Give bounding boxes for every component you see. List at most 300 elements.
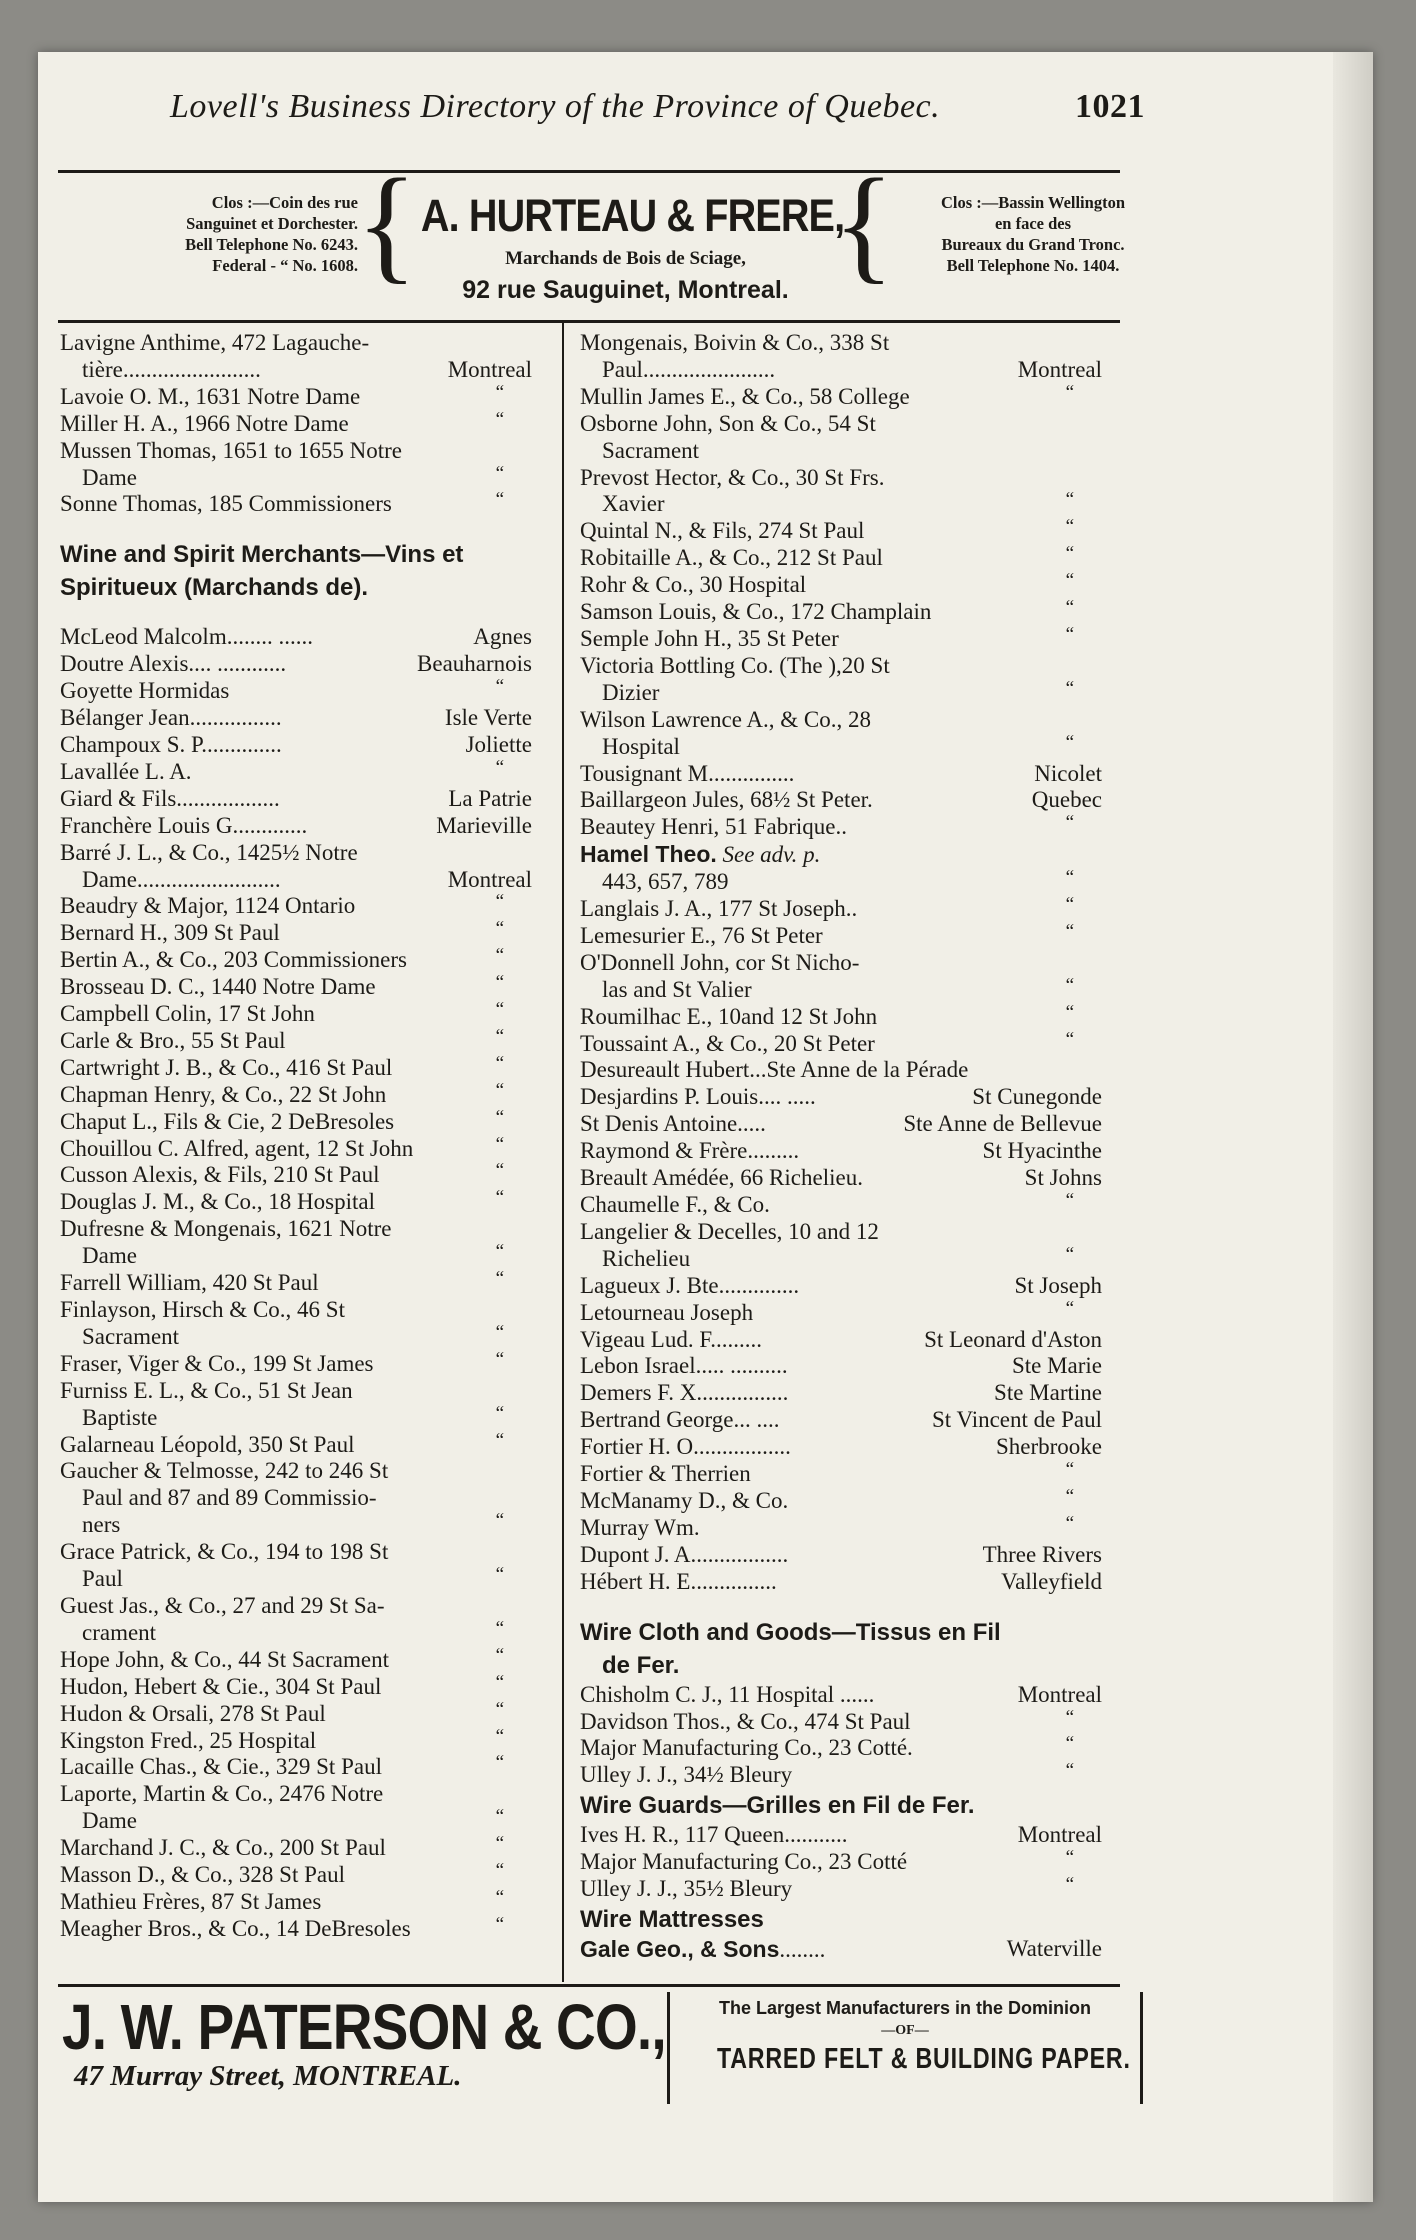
ditto-mark: “	[495, 408, 504, 430]
directory-entry	[580, 920, 1102, 950]
brace-right-icon: {	[833, 153, 895, 295]
directory-entry	[580, 787, 1102, 814]
entry-text: Dizier	[602, 679, 660, 705]
directory-entry	[60, 1862, 532, 1889]
entry-text: Hope John, & Co., 44 St Sacrament	[60, 1646, 389, 1672]
directory-entry	[580, 869, 1102, 896]
ditto-mark: “	[1065, 1190, 1074, 1211]
entry-location: La Patrie	[444, 786, 532, 813]
ditto-mark: “	[495, 1079, 504, 1101]
directory-entry	[580, 572, 1102, 599]
directory-entry	[580, 1849, 1102, 1876]
entry-text: Beaudry & Major, 1124 Ontario	[60, 893, 356, 919]
directory-entry	[580, 814, 1102, 841]
entry-text: Masson D., & Co., 328 St Paul	[60, 1862, 345, 1888]
ditto-mark: “	[495, 489, 504, 511]
spacer	[580, 1596, 1102, 1616]
directory-entry	[60, 1189, 532, 1216]
directory-entry	[60, 1539, 532, 1566]
section-heading: de Fer.	[602, 1651, 680, 1679]
entry-leader: ........	[779, 1936, 826, 1962]
ditto-mark: “	[495, 676, 504, 698]
ditto-mark: “	[1065, 1485, 1074, 1507]
directory-entry	[60, 813, 532, 840]
entry-text: Brosseau D. C., 1440 Notre Dame	[60, 974, 376, 1000]
directory-entry	[580, 950, 1102, 977]
directory-entry	[60, 786, 532, 813]
entry-text: Ulley J. J., 35½ Bleury	[580, 1876, 793, 1902]
entry-text: Fortier H. O.................	[580, 1434, 791, 1460]
entry-text: Desureault Hubert...Ste Anne de la Pérade	[580, 1057, 969, 1083]
entry-text: Robitaille A., & Co., 212 St Paul	[580, 545, 883, 571]
directory-entry	[60, 357, 532, 384]
entry-text: Ulley J. J., 34½ Bleury	[580, 1762, 793, 1788]
directory-entry	[60, 920, 532, 947]
ditto-mark: “	[1065, 489, 1074, 511]
right-column	[580, 330, 1102, 1964]
entry-text: Lavallée L. A.	[60, 758, 192, 784]
directory-entry	[580, 677, 1102, 707]
entry-text: Barré J. L., & Co., 1425½ Notre	[60, 839, 358, 865]
entry-location: St Hyacinthe	[979, 1138, 1102, 1165]
directory-entry	[60, 1781, 532, 1808]
entry-text: Major Manufacturing Co., 23 Cotté	[580, 1849, 908, 1875]
directory-entry	[580, 518, 1102, 545]
entry-text: Victoria Bottling Co. (The ),20 St	[580, 652, 890, 678]
ad-left-line: Bell Telephone No. 6243.	[185, 235, 358, 254]
ditto-mark: “	[495, 1133, 504, 1155]
entry-text: Lagueux J. Bte..............	[580, 1272, 800, 1298]
entry-text: Dame	[82, 1243, 137, 1269]
directory-entry	[60, 1512, 532, 1539]
entry-text: Samson Louis, & Co., 172 Champlain	[580, 599, 932, 625]
directory-entry	[580, 1353, 1102, 1380]
hurteau-left-info	[58, 192, 358, 276]
directory-entry	[580, 1297, 1102, 1327]
entry-location: Montreal	[1014, 1822, 1102, 1849]
ditto-mark: “	[1065, 543, 1074, 565]
entry-text: Fraser, Viger & Co., 199 St James	[60, 1350, 374, 1376]
hurteau-right-info	[878, 192, 1188, 276]
entry-text: Paul and 87 and 89 Commissio-	[82, 1485, 377, 1511]
spacer	[60, 518, 532, 538]
entry-text: 443, 657, 789	[602, 869, 729, 895]
entry-location: Ste Martine	[990, 1380, 1102, 1407]
directory-entry	[60, 1079, 532, 1109]
ditto-mark: “	[495, 1698, 504, 1720]
ditto-mark: “	[1065, 516, 1074, 538]
directory-entry	[580, 438, 1102, 465]
entry-text: Roumilhac E., 10and 12 St John	[580, 1003, 878, 1029]
ditto-mark: “	[1065, 894, 1074, 916]
entry-text: Giard & Fils..................	[60, 785, 280, 811]
entry-text: Sonne Thomas, 185 Commissioners	[60, 491, 392, 517]
directory-entry	[60, 1133, 532, 1163]
ditto-mark: “	[1065, 1028, 1074, 1050]
directory-entry	[580, 1434, 1102, 1461]
entry-text: Cartwright J. B., & Co., 416 St Paul	[60, 1054, 393, 1080]
entry-location: St Johns	[1021, 1165, 1102, 1192]
entry-text: Campbell Colin, 17 St John	[60, 1001, 315, 1027]
entry-text: Bernard H., 309 St Paul	[60, 920, 280, 946]
entry-text: Desjardins P. Louis.... .....	[580, 1084, 816, 1110]
ditto-mark: “	[495, 1913, 504, 1935]
directory-entry	[60, 1297, 532, 1324]
ditto-mark: “	[1065, 1706, 1074, 1728]
ditto-mark: “	[1065, 1243, 1074, 1265]
ditto-mark: “	[495, 945, 504, 967]
directory-entry	[60, 1348, 532, 1378]
entry-text: las and St Valier	[602, 976, 752, 1002]
entry-text: ners	[82, 1512, 121, 1538]
entry-text: Lavigne Anthime, 472 Lagauche-	[60, 330, 370, 355]
ditto-mark: “	[495, 1833, 504, 1855]
directory-entry	[580, 761, 1102, 788]
entry-text: crament	[82, 1619, 157, 1645]
directory-entry	[60, 624, 532, 651]
ditto-mark: “	[495, 1510, 504, 1532]
entry-text: Mussen Thomas, 1651 to 1655 Notre	[60, 437, 403, 463]
entry-text: Dame	[82, 464, 137, 490]
directory-entry	[60, 678, 532, 705]
ditto-mark: “	[1065, 597, 1074, 619]
directory-entry	[60, 1886, 532, 1916]
ditto-mark: “	[1065, 1760, 1074, 1782]
entry-location: Marieville	[432, 813, 532, 840]
ad-left-line: Federal - “ No. 1608.	[212, 256, 358, 275]
directory-entry	[580, 974, 1102, 1004]
entry-text: Bélanger Jean................	[60, 705, 282, 731]
entry-location: St Cunegonde	[968, 1084, 1102, 1111]
directory-entry	[580, 1485, 1102, 1515]
entry-location: St Leonard d'Aston	[920, 1327, 1102, 1354]
directory-entry	[60, 1106, 532, 1136]
directory-entry	[580, 545, 1102, 572]
entry-location: Quebec	[1028, 787, 1102, 814]
directory-entry	[580, 1876, 1102, 1903]
ditto-mark: “	[1065, 1297, 1074, 1319]
directory-entry	[60, 1835, 532, 1862]
directory-entry	[580, 1111, 1102, 1138]
directory-entry	[580, 731, 1102, 761]
directory-entry	[580, 1569, 1102, 1596]
ad-right-line: en face des	[994, 214, 1072, 233]
entry-location: Ste Anne de Bellevue	[899, 1111, 1102, 1138]
paterson-of: —OF—	[881, 2023, 929, 2038]
directory-entry	[580, 896, 1102, 923]
directory-entry	[580, 1243, 1102, 1273]
directory-entry	[580, 599, 1102, 626]
entry-text: Miller H. A., 1966 Notre Dame	[60, 410, 349, 436]
ditto-mark: “	[495, 462, 504, 484]
directory-entry	[580, 1380, 1102, 1407]
directory-entry	[580, 1936, 1102, 1964]
entry-text: Farrell William, 420 St Paul	[60, 1270, 319, 1296]
entry-text: Marchand J. C., & Co., 200 St Paul	[60, 1835, 386, 1861]
entry-text: Richelieu	[602, 1245, 691, 1271]
directory-entry	[580, 1682, 1102, 1709]
directory-entry	[580, 1461, 1102, 1488]
entry-text: Doutre Alexis.... ............	[60, 651, 287, 677]
ditto-mark: “	[495, 1160, 504, 1182]
page-number: 1021	[1075, 88, 1145, 125]
entry-text: Furniss E. L., & Co., 51 St Jean	[60, 1377, 353, 1403]
ditto-mark: “	[1065, 731, 1074, 753]
entry-reference: See adv. p.	[716, 842, 821, 868]
entry-text: Demers F. X................	[580, 1380, 789, 1406]
paterson-slogan: The Largest Manufacturers in the Dominion	[718, 1998, 1092, 2018]
ditto-mark: “	[1065, 1459, 1074, 1481]
section-heading: Wire Mattresses	[580, 1905, 764, 1933]
entry-location: St Joseph	[1010, 1273, 1102, 1300]
ditto-mark: “	[495, 1886, 504, 1908]
entry-text: Murray Wm.	[580, 1514, 700, 1540]
directory-entry	[60, 1162, 532, 1189]
ditto-mark: “	[1065, 1874, 1074, 1896]
running-head	[170, 88, 1416, 126]
ditto-mark: “	[495, 1725, 504, 1747]
ad-right-line: Bell Telephone No. 1404.	[946, 256, 1120, 275]
directory-entry	[60, 1321, 532, 1351]
entry-location: Montreal	[1014, 357, 1102, 384]
entry-text: Letourneau Joseph	[580, 1299, 754, 1325]
ditto-mark: “	[1065, 1512, 1074, 1534]
directory-entry	[580, 1165, 1102, 1192]
entry-location: Nicolet	[1030, 761, 1102, 788]
entry-text: Fortier & Therrien	[580, 1461, 751, 1487]
entry-text: Chaumelle F., & Co.	[580, 1192, 770, 1217]
ditto-mark: “	[1065, 677, 1074, 699]
directory-entry	[580, 1512, 1102, 1542]
entry-text: Mathieu Frères, 87 St James	[60, 1888, 322, 1914]
entry-text: Guest Jas., & Co., 27 and 29 St Sa-	[60, 1592, 385, 1618]
entry-location: Montreal	[1014, 1682, 1102, 1709]
directory-entry	[580, 1273, 1102, 1300]
entry-text: tière........................	[82, 356, 261, 382]
ditto-mark: “	[1065, 1001, 1074, 1023]
entry-text: Semple John H., 35 St Peter	[580, 625, 839, 651]
ad-left-line: Sanguinet et Dorchester.	[186, 214, 358, 233]
entry-text: Hudon & Orsali, 278 St Paul	[60, 1700, 326, 1726]
page-edge	[1333, 52, 1373, 2202]
paterson-name: J. W. PATERSON & CO.,	[62, 1991, 666, 2063]
entry-text: Goyette Hormidas	[60, 678, 230, 704]
entry-text: Mongenais, Boivin & Co., 338 St	[580, 330, 890, 355]
ditto-mark: “	[495, 1025, 504, 1047]
directory-entry	[580, 623, 1102, 653]
ditto-mark: “	[495, 756, 504, 778]
entry-text: Lavoie O. M., 1631 Notre Dame	[60, 383, 361, 409]
running-head-title: Lovell's Business Directory of the Province of Quebec.	[170, 88, 941, 125]
ditto-mark: “	[495, 1429, 504, 1451]
ditto-mark: “	[495, 1860, 504, 1882]
entry-text: Langelier & Decelles, 10 and 12	[580, 1218, 879, 1244]
ditto-mark: “	[1065, 570, 1074, 592]
entry-text: McManamy D., & Co.	[580, 1487, 789, 1513]
ad-right-line: Clos :—Bassin Wellington	[941, 193, 1125, 212]
entry-text: Chapman Henry, & Co., 22 St John	[60, 1081, 387, 1107]
entry-text: Galarneau Léopold, 350 St Paul	[60, 1431, 355, 1457]
ditto-mark: “	[1065, 974, 1074, 996]
entry-text: Franchère Louis G.............	[60, 812, 308, 838]
entry-text: Laporte, Martin & Co., 2476 Notre	[60, 1781, 384, 1807]
directory-entry	[60, 330, 532, 357]
entry-text: Paul.......................	[602, 356, 776, 382]
ditto-mark: “	[495, 1106, 504, 1128]
entry-text: McLeod Malcolm........ ......	[60, 624, 313, 650]
directory-entry	[60, 1001, 532, 1028]
directory-entry	[60, 438, 532, 465]
ditto-mark: “	[495, 918, 504, 940]
paterson-product-box	[667, 1992, 1143, 2104]
entry-location: Isle Verte	[441, 705, 532, 732]
directory-entry	[580, 411, 1102, 438]
directory-entry	[580, 707, 1102, 734]
header-rule-top	[58, 170, 1120, 173]
ditto-mark: “	[495, 1187, 504, 1209]
directory-entry	[60, 974, 532, 1001]
hurteau-address: 92 rue Sauguinet, Montreal.	[462, 276, 789, 304]
ditto-mark: “	[1065, 381, 1074, 403]
entry-text: Tousignant M...............	[580, 760, 795, 786]
directory-entry	[60, 947, 532, 974]
header-rule-bottom	[58, 320, 1120, 323]
hurteau-center	[393, 188, 858, 306]
directory-entry	[60, 1725, 532, 1755]
hurteau-trade: Marchands de Bois de Sciage,	[505, 248, 746, 269]
ditto-mark: “	[495, 1348, 504, 1370]
directory-entry	[580, 1762, 1102, 1789]
entry-text: Hébert H. E...............	[580, 1568, 777, 1594]
entry-text: Dufresne & Mongenais, 1621 Notre	[60, 1216, 392, 1242]
entry-location: Joliette	[462, 732, 532, 759]
spacer	[60, 604, 532, 624]
directory-entry	[60, 1566, 532, 1593]
entry-location: Three Rivers	[979, 1542, 1102, 1569]
entry-text: Douglas J. M., & Co., 18 Hospital	[60, 1189, 375, 1215]
directory-entry	[60, 1429, 532, 1459]
entry-text: Ives H. R., 117 Queen...........	[580, 1822, 848, 1848]
entry-location: Beauharnois	[413, 651, 532, 678]
entry-text: Xavier	[602, 491, 665, 517]
entry-name-bold: Gale Geo., & Sons	[580, 1935, 780, 1962]
ditto-mark: “	[495, 972, 504, 994]
directory-entry	[580, 381, 1102, 411]
directory-entry	[60, 893, 532, 920]
directory-entry	[580, 1084, 1102, 1111]
ditto-mark: “	[495, 1752, 504, 1774]
entry-text: Bertin A., & Co., 203 Commissioners	[60, 947, 407, 973]
ditto-mark: “	[1065, 867, 1074, 889]
hurteau-advertisement	[58, 153, 1148, 340]
entry-text: Sacrament	[82, 1323, 180, 1349]
directory-entry	[60, 1593, 532, 1620]
directory-entry	[580, 653, 1102, 680]
directory-entry	[60, 408, 532, 438]
entry-text: Hospital	[602, 733, 680, 759]
entry-text: Grace Patrick, & Co., 194 to 198 St	[60, 1539, 389, 1565]
entry-text: O'Donnell John, cor St Nicho-	[580, 949, 860, 975]
entry-text: Langlais J. A., 177 St Joseph..	[580, 896, 858, 922]
directory-entry	[580, 330, 1102, 357]
ditto-mark: “	[495, 381, 504, 403]
directory-entry	[60, 1754, 532, 1781]
directory-entry	[60, 1458, 532, 1485]
section-heading: Wire Guards—Grilles en Fil de Fer.	[580, 1792, 975, 1820]
directory-entry	[60, 867, 532, 894]
ditto-mark: “	[495, 1617, 504, 1639]
entry-location: Montreal	[444, 867, 532, 894]
entry-text: Meagher Bros., & Co., 14 DeBresoles	[60, 1915, 411, 1941]
entry-text: Carle & Bro., 55 St Paul	[60, 1027, 286, 1053]
entry-text: Chouillou C. Alfred, agent, 12 St John	[60, 1135, 414, 1161]
entry-text: Dame.........................	[82, 866, 281, 892]
directory-entry	[580, 1138, 1102, 1165]
entry-text: Beautey Henri, 51 Fabrique..	[580, 814, 847, 840]
entry-text: Osborne John, Son & Co., 54 St	[580, 410, 876, 436]
directory-entry	[60, 1671, 532, 1701]
directory-entry	[580, 1057, 1102, 1084]
entry-text: Rohr & Co., 30 Hospital	[580, 572, 807, 598]
entry-text: Prevost Hector, & Co., 30 St Frs.	[580, 464, 885, 490]
paterson-advertisement	[62, 1990, 1152, 2115]
ditto-mark: “	[495, 999, 504, 1021]
directory-entry	[60, 1378, 532, 1405]
ditto-mark: “	[495, 891, 504, 913]
directory-entry	[580, 1735, 1102, 1762]
directory-entry	[60, 1402, 532, 1432]
brace-left-icon: {	[356, 153, 418, 295]
ditto-mark: “	[495, 1052, 504, 1074]
ditto-mark: “	[1065, 623, 1074, 645]
directory-entry	[580, 1192, 1102, 1219]
directory-entry	[580, 491, 1102, 518]
directory-entry	[60, 1270, 532, 1297]
entry-text: Finlayson, Hirsch & Co., 46 St	[60, 1297, 345, 1322]
entry-text: Chaput L., Fils & Cie, 2 DeBresoles	[60, 1108, 395, 1134]
entry-text: St Denis Antoine.....	[580, 1111, 766, 1137]
directory-entry	[60, 1644, 532, 1674]
entry-text: Kingston Fred., 25 Hospital	[60, 1727, 317, 1753]
directory-entry	[580, 1822, 1102, 1849]
footer-rule-top	[58, 1984, 1120, 1987]
directory-entry	[580, 1001, 1102, 1031]
ditto-mark: “	[495, 1671, 504, 1693]
directory-entry	[60, 705, 532, 732]
directory-entry	[580, 1542, 1102, 1569]
directory-entry	[580, 357, 1102, 384]
column-divider	[562, 322, 564, 1982]
entry-text: Gaucher & Telmosse, 242 to 246 St	[60, 1458, 389, 1484]
directory-entry	[60, 756, 532, 786]
directory-entry	[60, 651, 532, 678]
entry-text: Sacrament	[602, 437, 700, 463]
directory-entry	[60, 1052, 532, 1082]
section-heading: Wine and Spirit Merchants—Vins et	[60, 541, 464, 569]
ditto-mark: “	[495, 1268, 504, 1290]
directory-entry	[60, 1913, 532, 1943]
directory-entry	[580, 1028, 1102, 1058]
entry-text: Lebon Israel..... ..........	[580, 1353, 788, 1379]
ditto-mark: “	[495, 1241, 504, 1263]
entry-text: Bertrand George... ....	[580, 1407, 780, 1433]
entry-location: Agnes	[469, 624, 532, 651]
entry-text: Vigeau Lud. F.........	[580, 1326, 763, 1352]
entry-text: Paul	[82, 1566, 123, 1592]
directory-entry	[60, 840, 532, 867]
ditto-mark: “	[495, 1806, 504, 1828]
directory-entry	[60, 491, 532, 518]
